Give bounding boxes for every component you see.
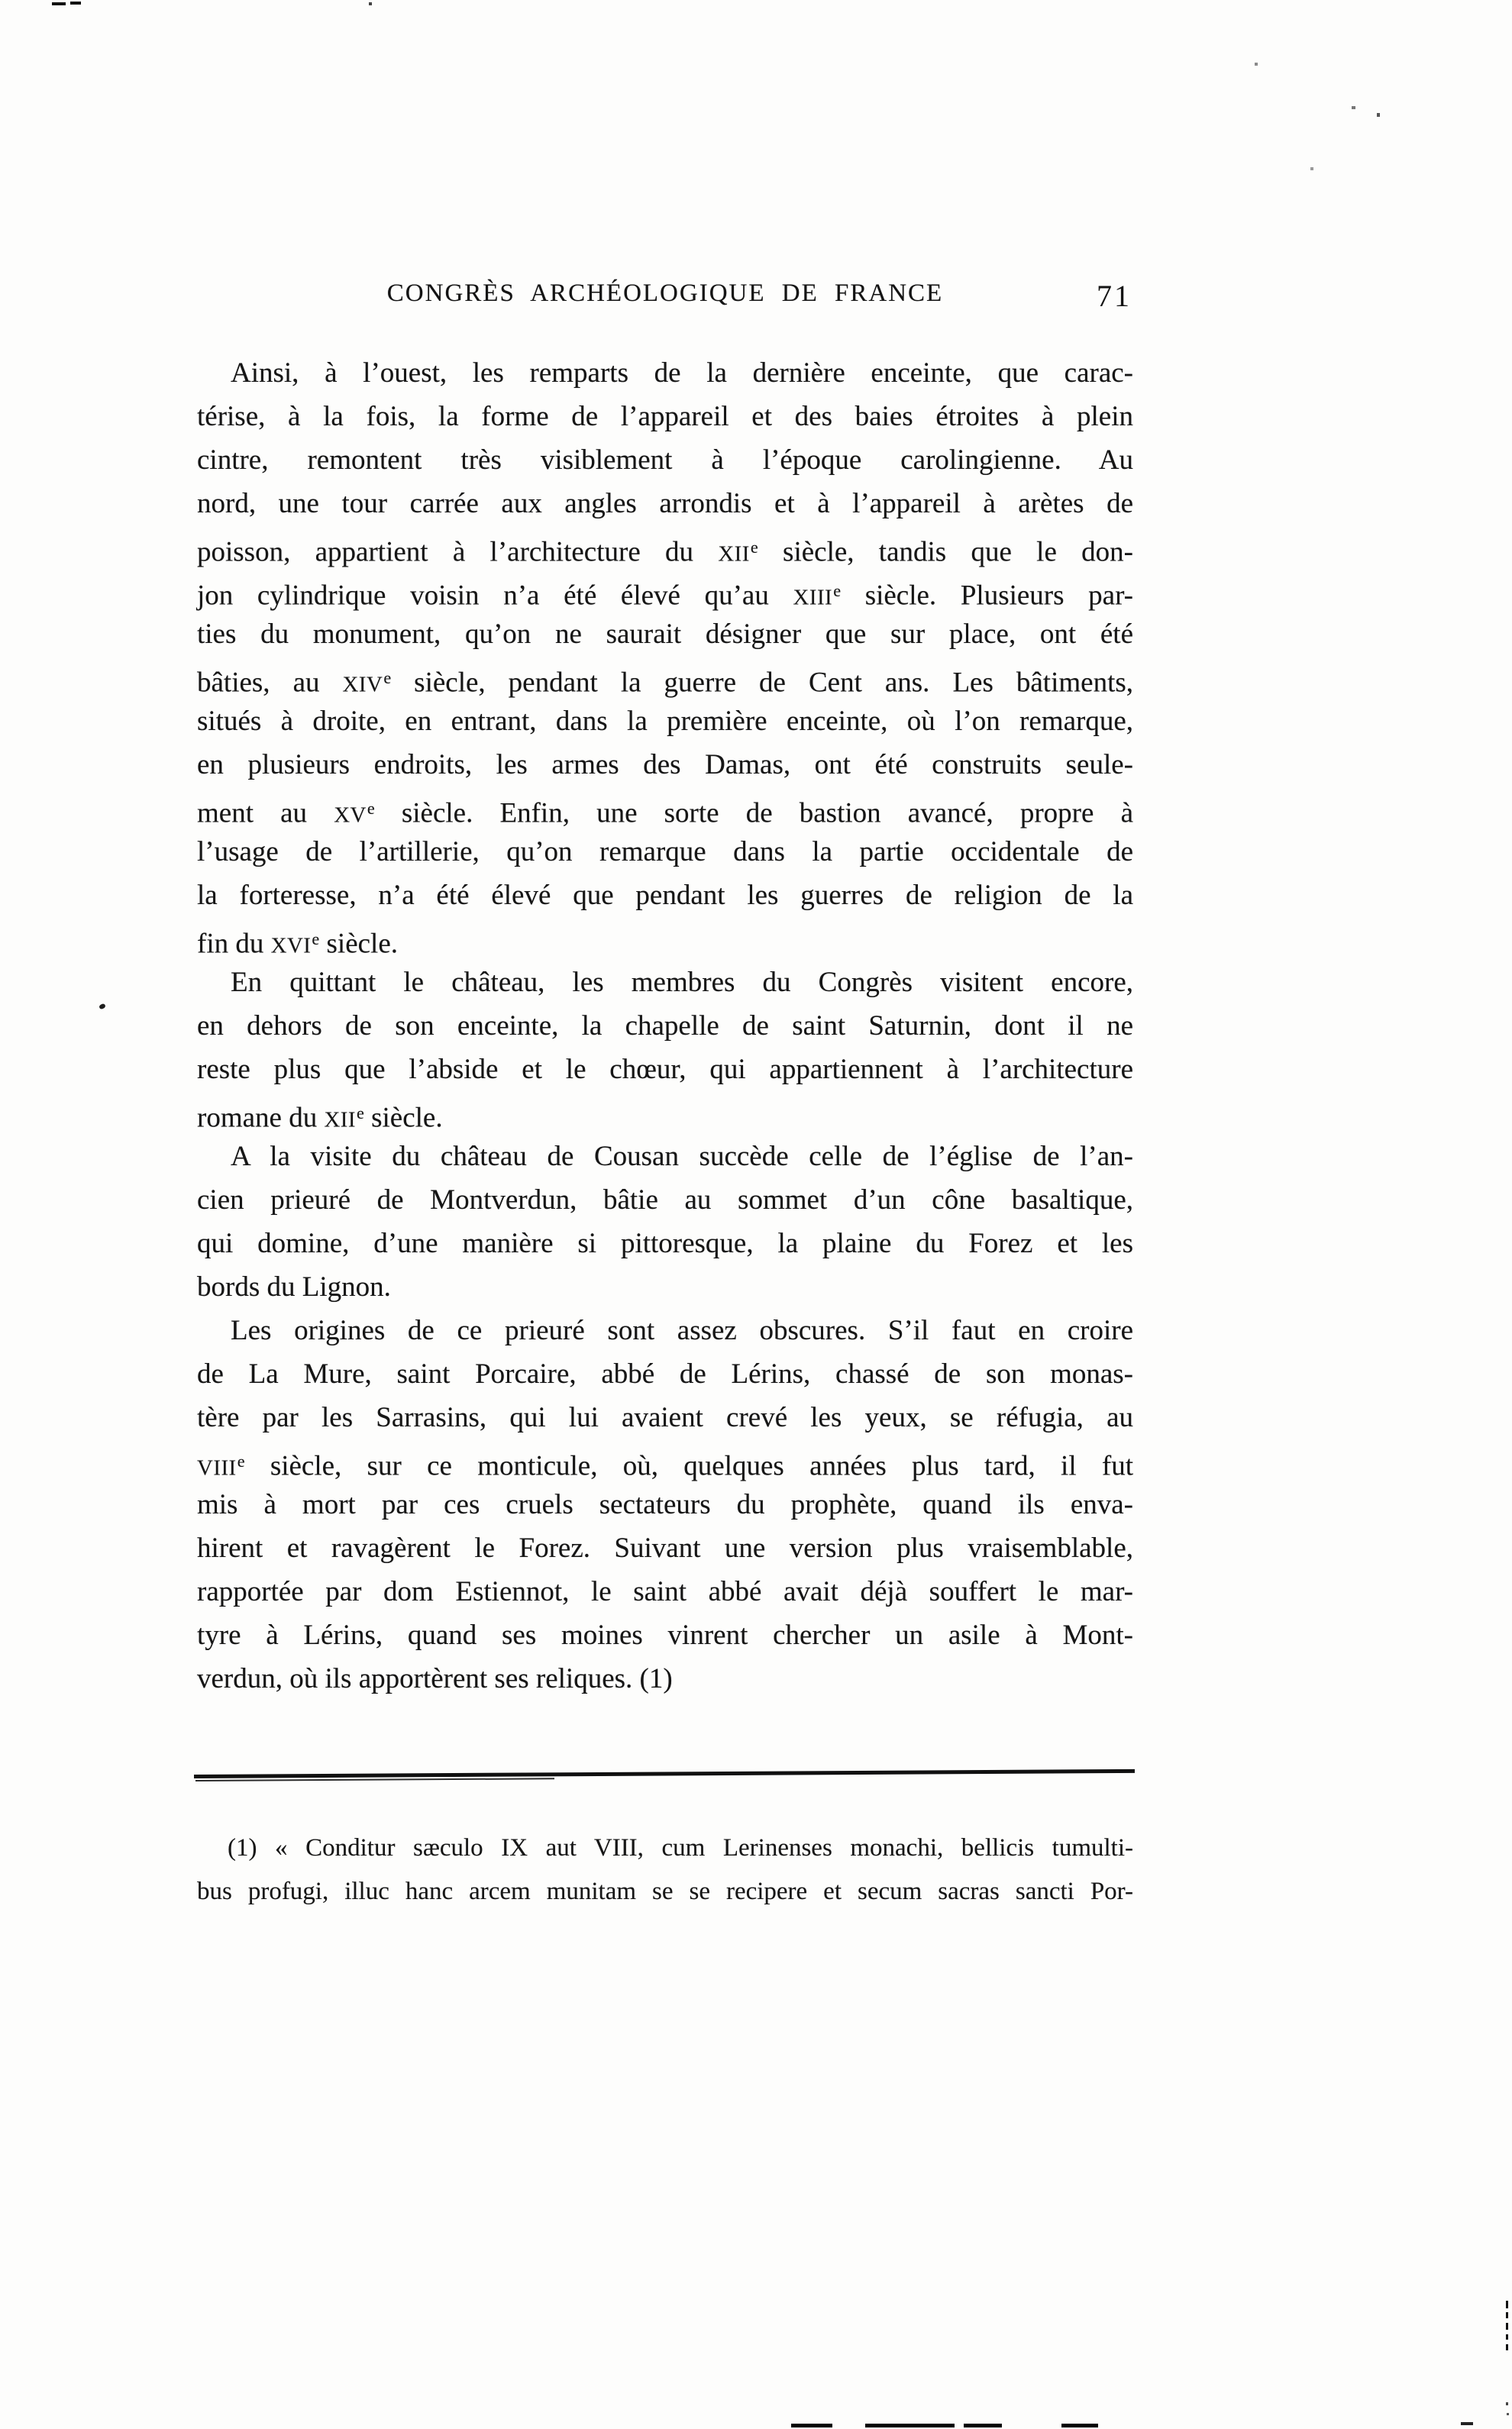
scan-artifact xyxy=(1506,2312,1508,2318)
scan-artifact xyxy=(1377,113,1380,117)
scan-artifact xyxy=(1310,167,1313,170)
scan-artifact xyxy=(1506,2323,1508,2330)
text-line: térise, à la fois, la forme de l’appareil et des baies étroites à plein xyxy=(197,401,1133,432)
text-line: Les origines de ce prieuré sont assez obscures. S’il faut en croire xyxy=(231,1315,1133,1346)
scan-artifact xyxy=(1352,106,1355,109)
text-line: cintre, remontent très visiblement à l’époque carolingienne. Au xyxy=(197,444,1133,476)
text-line: de La Mure, saint Porcaire, abbé de Lérins, chassé de son monas- xyxy=(197,1358,1133,1390)
scan-artifact xyxy=(1506,2402,1508,2405)
text-line: verdun, où ils apportèrent ses reliques. (1) xyxy=(197,1663,673,1694)
scan-artifact xyxy=(99,1003,106,1010)
text-line: poisson, appartient à l’architecture du XIIe siècle, tandis que le don- xyxy=(197,536,1133,568)
footnote-separator-smudge xyxy=(195,1778,554,1781)
paragraph xyxy=(197,351,1133,961)
text-line: rapportée par dom Estiennot, le saint abbé avait déjà souffert le mar- xyxy=(197,1576,1133,1607)
scan-artifact xyxy=(52,2,66,5)
text-line: (1) « Conditur sæculo IX aut VIII, cum Lerinenses monachi, bellicis tumulti- xyxy=(228,1834,1133,1862)
text-line: qui domine, d’une manière si pittoresque, la plaine du Forez et les xyxy=(197,1228,1133,1259)
paragraph xyxy=(197,1309,1133,1701)
paragraph xyxy=(197,1827,1133,1914)
scan-artifact xyxy=(1255,63,1258,66)
page-number: 71 xyxy=(1097,279,1132,313)
text-line: Ainsi, à l’ouest, les remparts de la dernière enceinte, que carac- xyxy=(231,357,1133,389)
text-line: la forteresse, n’a été élevé que pendant les guerres de religion de la xyxy=(197,880,1133,911)
body-text xyxy=(197,351,1133,1701)
text-line: fin du XVIe siècle. xyxy=(197,928,398,960)
text-line: reste plus que l’abside et le chœur, qui appartiennent à l’architecture xyxy=(197,1054,1133,1085)
text-line: jon cylindrique voisin n’a été élevé qu’au XIIIe siècle. Plusieurs par- xyxy=(197,580,1133,612)
text-line: situés à droite, en entrant, dans la première enceinte, où l’on remarque, xyxy=(197,706,1133,737)
scan-artifact xyxy=(1506,2344,1508,2350)
text-line: cien prieuré de Montverdun, bâtie au sommet d’un cône basaltique, xyxy=(197,1184,1133,1216)
page-header xyxy=(197,279,1133,315)
running-head-title: CONGRÈS ARCHÉOLOGIQUE DE FRANCE xyxy=(386,279,944,307)
text-line: ment au XVe siècle. Enfin, une sorte de bastion avancé, propre à xyxy=(197,797,1133,829)
scan-artifact xyxy=(1061,2424,1098,2427)
text-line: hirent et ravagèrent le Forez. Suivant une version plus vraisemblable, xyxy=(197,1533,1133,1564)
footnote-text xyxy=(197,1827,1133,1914)
text-line: bords du Lignon. xyxy=(197,1271,391,1303)
scan-artifact xyxy=(70,2,81,5)
text-line: en dehors de son enceinte, la chapelle de saint Saturnin, dont il ne xyxy=(197,1010,1133,1042)
scan-artifact xyxy=(1506,2334,1508,2340)
scan-artifact xyxy=(1507,2413,1509,2415)
scan-artifact xyxy=(865,2424,955,2427)
text-line: En quittant le château, les membres du Congrès visitent encore, xyxy=(231,967,1133,998)
text-line: tyre à Lérins, quand ses moines vinrent chercher un asile à Mont- xyxy=(197,1620,1133,1651)
text-line: A la visite du château de Cousan succède celle de l’église de l’an- xyxy=(231,1141,1133,1172)
scan-artifact xyxy=(964,2424,1002,2427)
paragraph xyxy=(197,961,1133,1135)
scan-artifact xyxy=(1461,2422,1473,2425)
text-line: bus profugi, illuc hanc arcem munitam se se recipere et secum sacras sancti Por- xyxy=(197,1878,1133,1905)
text-line: nord, une tour carrée aux angles arrondis et à l’appareil à arètes de xyxy=(197,488,1133,519)
text-line: ties du monument, qu’on ne saurait désigner que sur place, ont été xyxy=(197,619,1133,650)
paragraph xyxy=(197,1135,1133,1309)
text-line: tère par les Sarrasins, qui lui avaient crevé les yeux, se réfugia, au xyxy=(197,1402,1133,1433)
text-line: VIIIe siècle, sur ce monticule, où, quelques années plus tard, il fut xyxy=(197,1450,1133,1482)
scan-artifact xyxy=(791,2424,832,2427)
text-line: bâties, au XIVe siècle, pendant la guerre de Cent ans. Les bâtiments, xyxy=(197,667,1133,699)
text-line: romane du XIIe siècle. xyxy=(197,1102,443,1134)
footnote-separator-rule xyxy=(194,1769,1135,1778)
scan-artifact xyxy=(369,2,372,5)
text-line: mis à mort par ces cruels sectateurs du prophète, quand ils enva- xyxy=(197,1489,1133,1520)
scan-artifact xyxy=(1506,2301,1508,2308)
text-line: l’usage de l’artillerie, qu’on remarque dans la partie occidentale de xyxy=(197,836,1133,867)
text-line: en plusieurs endroits, les armes des Damas, ont été construits seule- xyxy=(197,749,1133,780)
